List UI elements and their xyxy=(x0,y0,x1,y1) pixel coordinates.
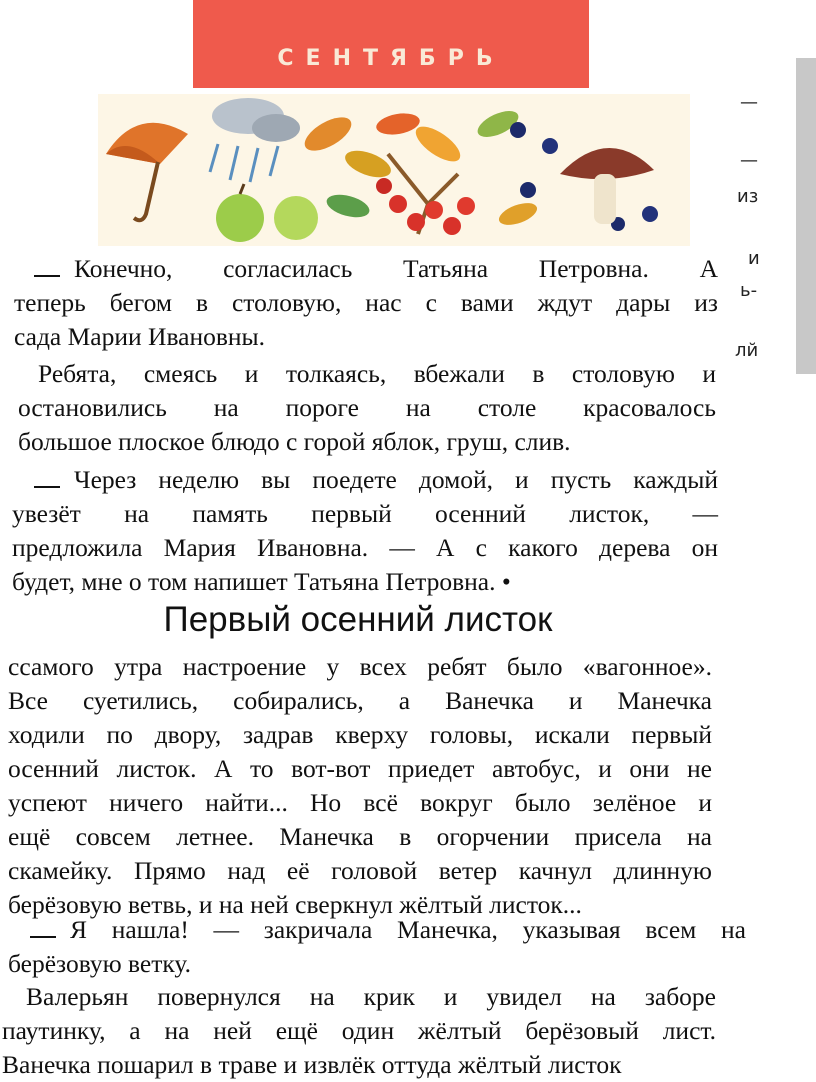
text-line: паутинку, а на ней ещё один жёлтый берёзовый лист. xyxy=(2,1016,716,1045)
text-line: Конечно, согласилась Татьяна Петровна. А xyxy=(74,254,718,283)
page-edge-shadow xyxy=(796,58,816,374)
month-title: СЕНТЯБРЬ xyxy=(277,46,505,71)
text-line: ходили по двору, задрав кверху головы, искали первый xyxy=(8,720,712,749)
text-line: успеют ничего найти... Но всё вокруг было зелёное и xyxy=(8,788,712,817)
dialogue-dash xyxy=(30,922,56,938)
text-line: сада Марии Ивановны. xyxy=(14,322,266,351)
margin-fragment: из xyxy=(737,186,759,207)
text-line: скамейку. Прямо над её головой ветер качнул длинную xyxy=(8,856,712,885)
text-line: Через неделю вы поедете домой, и пусть каждый xyxy=(74,465,718,494)
margin-fragment: — xyxy=(740,150,758,171)
month-banner xyxy=(193,0,589,88)
text-line: осенний листок. А то вот-вот приедет автобус, и они не xyxy=(8,754,712,783)
text-line: предложила Мария Ивановна. — А с какого дерева он xyxy=(12,533,718,562)
text-line: Ванечка пошарил в траве и извлёк оттуда жёлтый листок xyxy=(2,1050,622,1079)
story-heading: Первый осенний листок xyxy=(163,600,553,639)
text-line: Валерьян повернулся на крик и увидел на заборе xyxy=(26,982,716,1011)
dialogue-dash xyxy=(34,472,60,488)
text-line: ещё совсем летнее. Манечка в огорчении присела на xyxy=(8,822,712,851)
margin-fragment: — xyxy=(740,92,758,113)
text-line: ссамого утра настроение у всех ребят было «вагонное». xyxy=(8,652,712,681)
text-line: Все суетились, собирались, а Ванечка и Манечка xyxy=(8,686,712,715)
paragraph xyxy=(18,357,716,459)
text-line: берёзовую ветку. xyxy=(8,949,191,978)
text-line: теперь бегом в столовую, нас с вами ждут дары из xyxy=(14,288,718,317)
text-line: будет, мне о том напишет Татьяна Петровна. • xyxy=(12,567,511,596)
autumn-illustration xyxy=(98,94,690,246)
text-line: остановились на пороге на столе красовалось xyxy=(18,393,716,422)
margin-fragment: ь- xyxy=(740,280,758,301)
dialogue-dash xyxy=(34,261,60,277)
paragraph xyxy=(12,463,718,599)
text-line: Я нашла! — закричала Манечка, указывая всем на xyxy=(70,915,746,944)
text-line: Ребята, смеясь и толкаясь, вбежали в столовую и xyxy=(38,359,716,388)
text-line: увезёт на память первый осенний листок, — xyxy=(12,499,718,528)
text-line: большое плоское блюдо с горой яблок, груш, слив. xyxy=(18,427,571,456)
text-line: берёзовую ветвь, и на ней сверкнул жёлтый листок... xyxy=(8,890,582,919)
margin-fragment: и xyxy=(748,248,760,269)
paragraph xyxy=(8,913,746,981)
paragraph xyxy=(14,252,718,354)
paragraph xyxy=(2,980,716,1082)
margin-fragment: лй xyxy=(735,340,759,361)
paragraph xyxy=(8,650,712,922)
